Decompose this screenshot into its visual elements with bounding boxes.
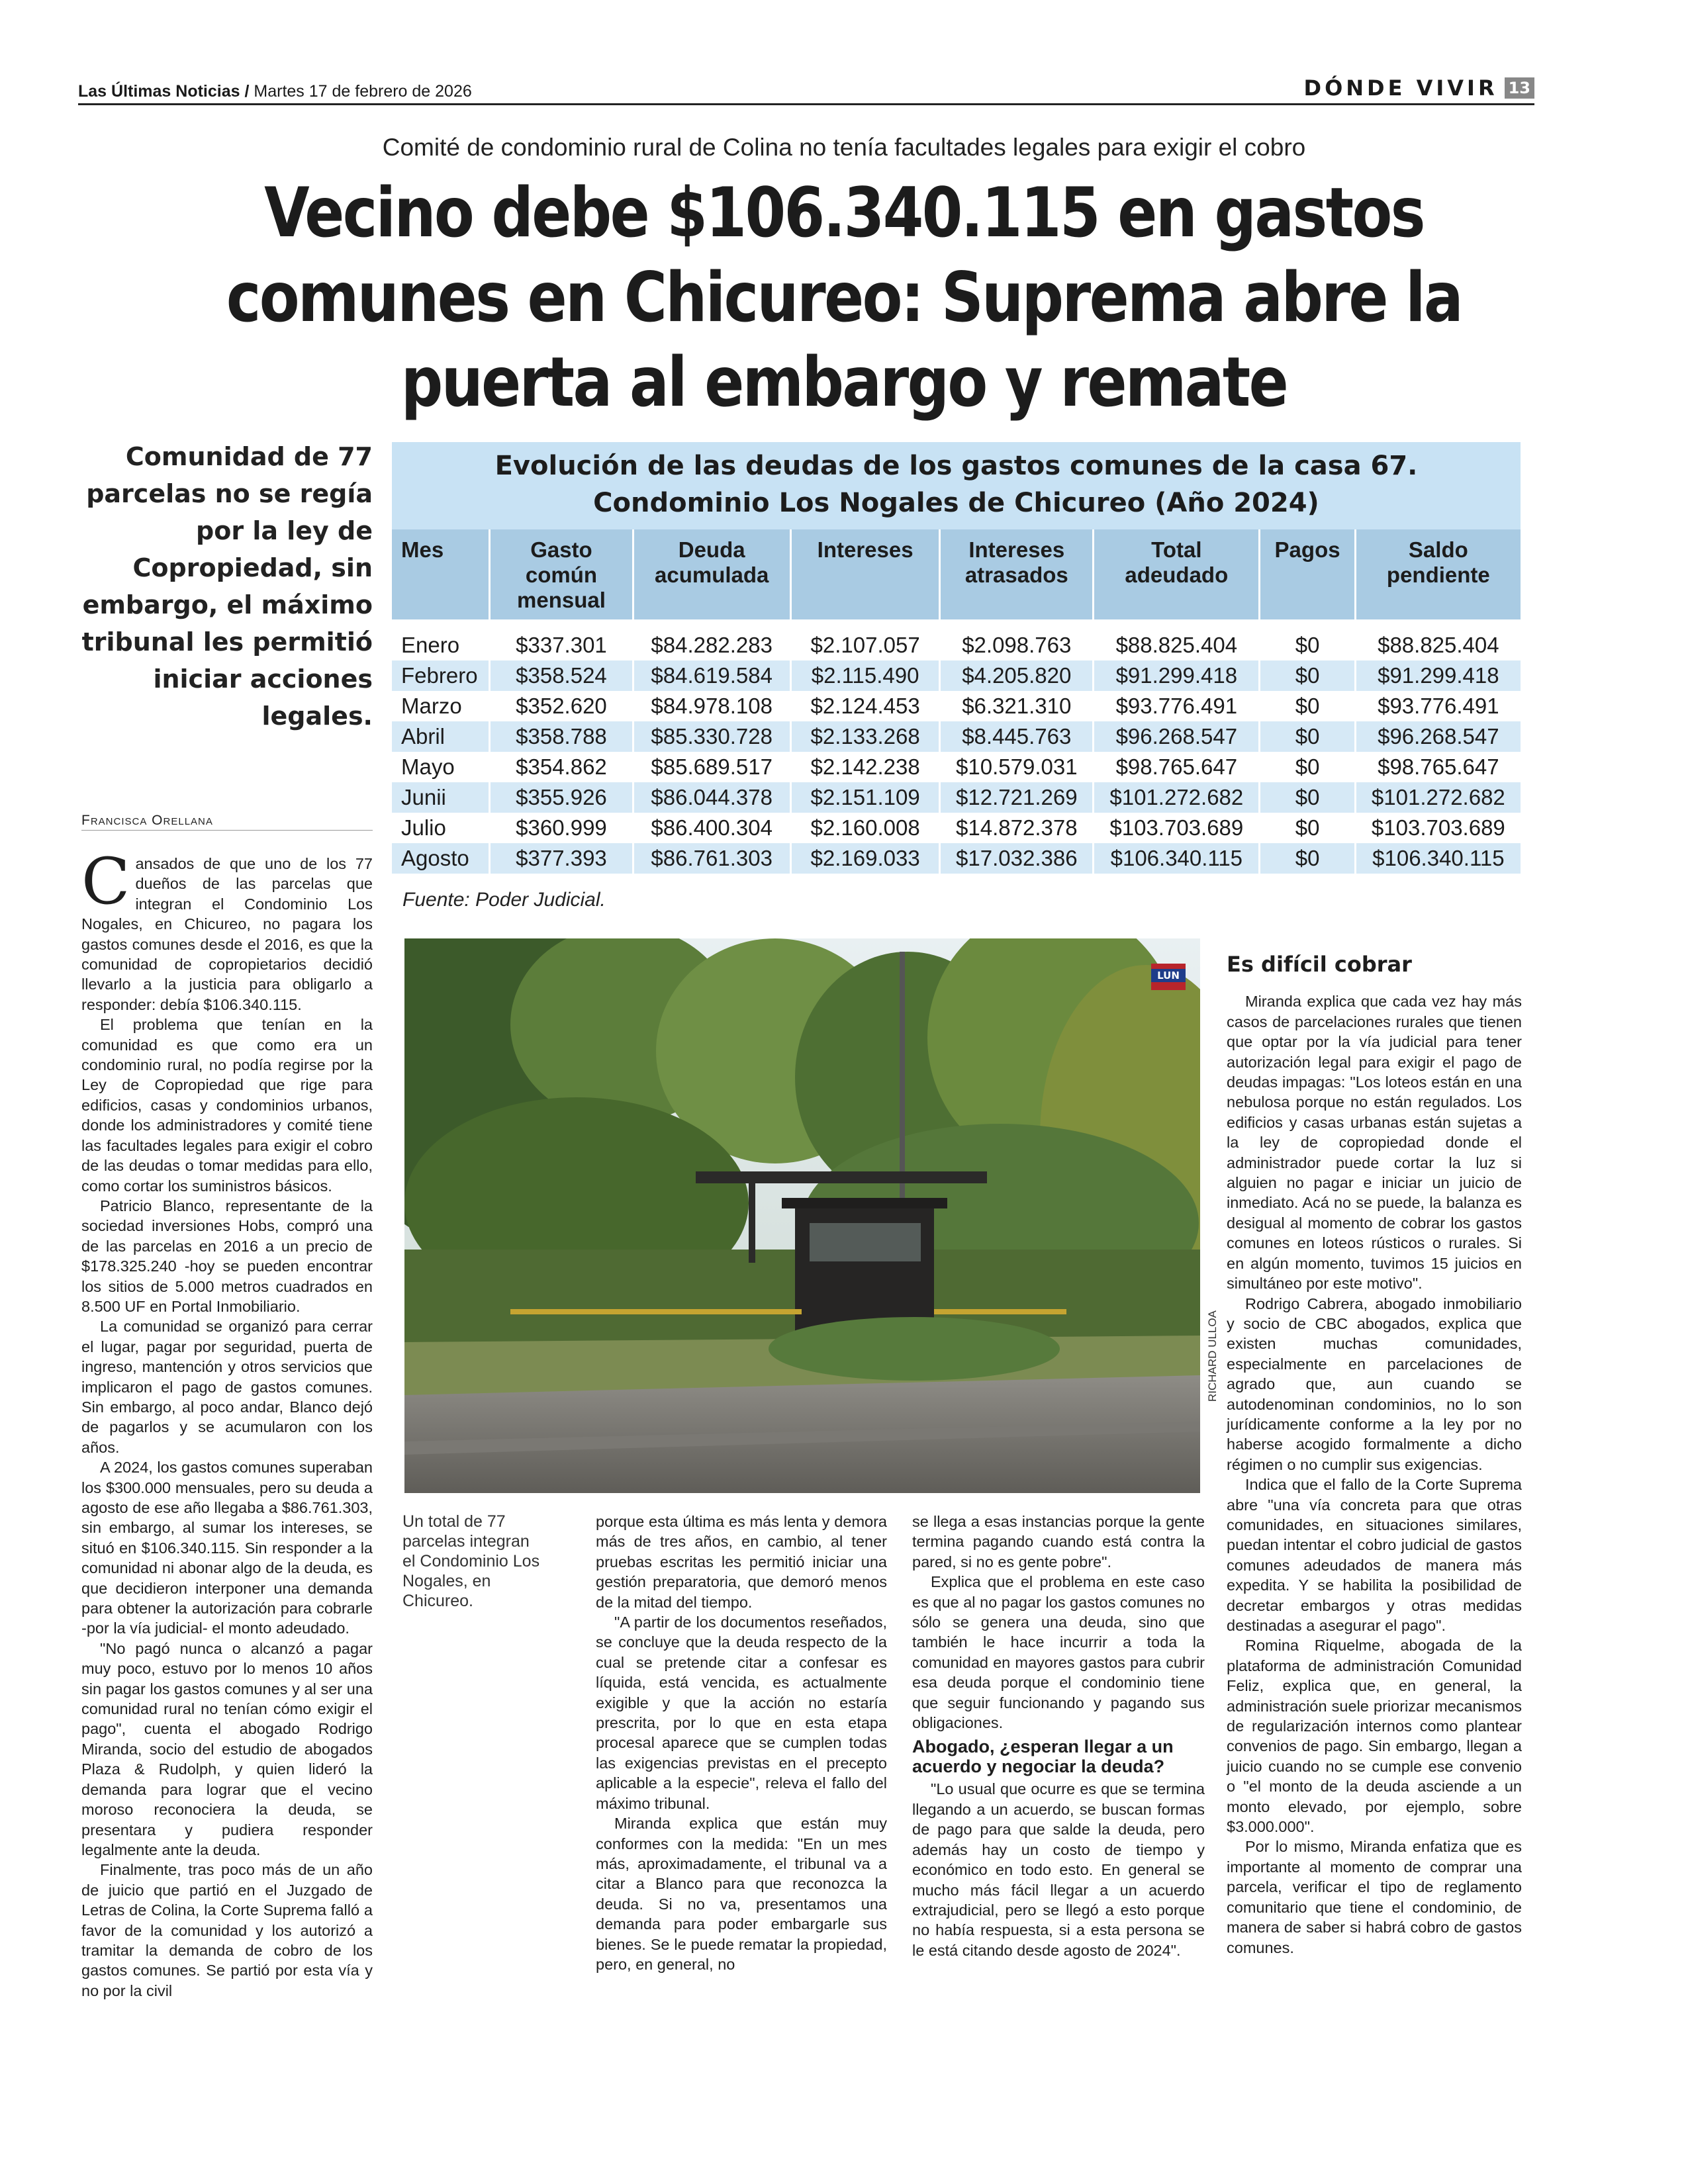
subhead: Es difícil cobrar — [1227, 952, 1412, 977]
value-cell: $103.703.689 — [1094, 813, 1260, 843]
value-cell: $2.115.490 — [790, 660, 940, 691]
table-row — [392, 813, 1521, 843]
month-cell: Abril — [392, 721, 490, 752]
paragraph: El problema que tenían en la comunidad es que como era un condominio rural, no podía regirse por la Ley de Copropiedad que rige para edificios, casas y condominios urbanos, donde los administradores y comité tiene las facultades legales para exigir el cobro de las deudas o tomar medidas para ello, como cortar los suministros básicos. — [81, 1016, 373, 1195]
month-cell: Febrero — [392, 660, 490, 691]
value-cell: $2.133.268 — [790, 721, 940, 752]
table-header-cell: Deuda acumulada — [633, 529, 790, 619]
value-cell: $96.268.547 — [1355, 721, 1521, 752]
value-cell: $2.142.238 — [790, 752, 940, 782]
newspaper-name: Las Últimas Noticias / — [78, 82, 250, 101]
value-cell: $103.703.689 — [1355, 813, 1521, 843]
table-row — [392, 843, 1521, 874]
paragraph: Rodrigo Cabrera, abogado inmobiliario y socio de CBC abogados, explica que existen muchas comunidades, especialmente en parcelaciones de agrado que, aun cuando se autodenominan condominios, no lo son jurídicamente conforme a la ley por no haberse acogido formalmente a dicho régimen o no cumplir sus exigencias. — [1227, 1295, 1522, 1473]
table-row — [392, 691, 1521, 721]
value-cell: $358.788 — [490, 721, 633, 752]
paragraph: Miranda explica que están muy conformes con la medida: "En un mes más, aproximadamente, el tribunal va a citar a Blanco para que reconozca la deuda. Si no va, presentamos una demanda para poder embargarle sus bienes. Se le puede rematar la propiedad, pero, en general, no — [596, 1815, 887, 1973]
value-cell: $2.160.008 — [790, 813, 940, 843]
page-number: 13 — [1505, 77, 1534, 99]
value-cell: $2.107.057 — [790, 630, 940, 660]
value-cell: $6.321.310 — [940, 691, 1094, 721]
value-cell: $8.445.763 — [940, 721, 1094, 752]
table-title-line2: Condominio Los Nogales de Chicureo (Año 2024) — [593, 488, 1319, 518]
month-cell: Agosto — [392, 843, 490, 874]
paragraph: Explica que el problema en este caso es que al no pagar los gastos comunes no sólo se genera una deuda, sino que también le hace incurrir a toda la comunidad en mayores gastos para cubrir esa deuda porque el condominio tiene que seguir funcionando y pagando sus obligaciones. — [912, 1573, 1205, 1732]
paragraph: Romina Riquelme, abogada de la plataforma de administración Comunidad Feliz, explica que, en general, la administración suele priorizar mecanismos de regularización internos como plantear convenios de pago. Sin embargo, llegan a juicio cuando no se cumple ese convenio o "el monto de la deuda asciende a un monto elevado, por ejemplo, sobre $3.000.000". — [1227, 1637, 1522, 1836]
paragraph: "Lo usual que ocurre es que se termina llegando a un acuerdo, se buscan formas de pago para que salde la deuda, pero además hay un costo de tiempo y económico en todo esto. En general se mucho más fácil llegar a un acuerdo extrajudicial, pero se llegó a esto porque no había respuesta, si a esta persona se le está citando desde agosto de 2024". — [912, 1780, 1205, 1959]
value-cell: $84.282.283 — [633, 630, 790, 660]
interview-question: Abogado, ¿esperan llegar a un acuerdo y negociar la deuda? — [912, 1737, 1174, 1777]
folio — [78, 82, 472, 101]
table-row — [392, 782, 1521, 813]
value-cell: $14.872.378 — [940, 813, 1094, 843]
kicker: Comité de condominio rural de Colina no tenía facultades legales para exigir el cobro — [382, 134, 1306, 161]
value-cell: $360.999 — [490, 813, 633, 843]
paragraph: Miranda explica que cada vez hay más casos de parcelaciones rurales que tienen que optar por la vía judicial para tener autorización legal para exigir el pago de deudas impagas: "Los loteos están en una nebulosa porque no están regulados. Los edificios y casas urbanas están sujetas a la ley de copropiedad donde el administrador puede cortar la luz si alguien no pagar e iniciar un juicio de inmediato. Acá no se puede, la balanza es desigual al momento de cobrar los gastos comunes en loteos rústicos o rurales. Si en algún momento, tuvimos 15 juicios en simultáneo por este motivo". — [1227, 993, 1522, 1293]
paragraph: porque esta última es más lenta y demora más de tres años, en cambio, al tener pruebas escritas les permitió iniciar una gestión preparatoria, que demoró menos de la mitad del tiempo. — [596, 1513, 887, 1611]
value-cell: $84.619.584 — [633, 660, 790, 691]
debt-table — [392, 442, 1521, 874]
value-cell: $4.205.820 — [940, 660, 1094, 691]
month-cell: Mayo — [392, 752, 490, 782]
value-cell: $354.862 — [490, 752, 633, 782]
value-cell: $17.032.386 — [940, 843, 1094, 874]
article-column-3 — [912, 1512, 1205, 1960]
value-cell: $88.825.404 — [1355, 630, 1521, 660]
value-cell: $91.299.418 — [1355, 660, 1521, 691]
value-cell: $86.044.378 — [633, 782, 790, 813]
value-cell: $337.301 — [490, 630, 633, 660]
paragraph: Patricio Blanco, representante de la sociedad inversiones Hobs, compró una de las parcelas en 2016 a un precio de $178.325.240 -hoy se pueden encontrar los sitios de 5.000 metros cuadrados en 8.500 UF en Portal Inmobiliario. — [81, 1197, 373, 1315]
value-cell: $0 — [1260, 843, 1355, 874]
value-cell: $96.268.547 — [1094, 721, 1260, 752]
article-column-4 — [1227, 954, 1522, 1958]
value-cell: $101.272.682 — [1094, 782, 1260, 813]
table-row — [392, 752, 1521, 782]
paragraph: se llega a esas instancias porque la gente termina pagando cuando está contra la pared, si no es gente pobre". — [912, 1513, 1205, 1570]
value-cell: $98.765.647 — [1094, 752, 1260, 782]
paragraph: A 2024, los gastos comunes superaban los $300.000 mensuales, pero su deuda a agosto de ese año llegaba a $86.761.303, sin embargo, al sumar los intereses, se situó en $106.340.115. Sin responder a la comunidad ni abonar algo de la deuda, es que decidieron interponer una demanda para obtener la autorización para cobrarle -por la vía judicial- el monto adeudado. — [81, 1459, 373, 1637]
value-cell: $2.169.033 — [790, 843, 940, 874]
table-header-cell: Saldo pendiente — [1355, 529, 1521, 619]
table-title — [392, 442, 1521, 529]
paragraph: "A partir de los documentos reseñados, se concluye que la deuda respecto de la cual se pretende citar a confesar es líquida, está vencida, es actualmente exigible y que la acción no estaría prescrita, por lo que en esta etapa procesal aparece que se cumplen todas las exigencias previstas en el precepto aplicable a la especie", releva el fallo del máximo tribunal. — [596, 1614, 887, 1812]
value-cell: $352.620 — [490, 691, 633, 721]
value-cell: $101.272.682 — [1355, 782, 1521, 813]
table-body — [392, 630, 1521, 874]
section-name: DÓNDE VIVIR — [1303, 75, 1498, 101]
photo-logo: LUN — [1157, 970, 1180, 981]
table-header-cell: Intereses atrasados — [940, 529, 1094, 619]
value-cell: $93.776.491 — [1094, 691, 1260, 721]
paragraph: Por lo mismo, Miranda enfatiza que es importante al momento de comprar una parcela, verificar el tipo de reglamento comunitario que tiene el condominio, de manera de saber si habrá cobro de gastos comunes. — [1227, 1838, 1522, 1956]
value-cell: $0 — [1260, 782, 1355, 813]
table-header-cell: Total adeudado — [1094, 529, 1260, 619]
table-header-cell: Gasto común mensual — [490, 529, 633, 619]
table-title-line1: Evolución de las deudas de los gastos comunes de la casa 67. — [494, 451, 1418, 481]
value-cell: $85.330.728 — [633, 721, 790, 752]
table-row — [392, 721, 1521, 752]
value-cell: $0 — [1260, 752, 1355, 782]
value-cell: $12.721.269 — [940, 782, 1094, 813]
deck: Comunidad de 77 parcelas no se regía por la ley de Copropiedad, sin embargo, el máximo tribunal les permitió iniciar acciones legales. — [81, 442, 373, 731]
month-cell: Junii — [392, 782, 490, 813]
value-cell: $2.098.763 — [940, 630, 1094, 660]
issue-date: Martes 17 de febrero de 2026 — [254, 82, 472, 101]
value-cell: $358.524 — [490, 660, 633, 691]
paragraph: "No pagó nunca o alcanzó a pagar muy poco, estuvo por lo menos 10 años sin pagar los gastos comunes y al ser una comunidad rural no tenían cómo exigir el pago", cuenta el abogado Rodrigo Miranda, socio del estudio de abogados Plaza & Rudolph, y quien lideró la demanda para lograr que el vecino moroso reconociera la deuda, se presentara y pudiera responder legalmente ante la deuda. — [81, 1639, 373, 1858]
month-cell: Marzo — [392, 691, 490, 721]
value-cell: $355.926 — [490, 782, 633, 813]
gate-photo — [404, 938, 1200, 1493]
header-rule — [78, 103, 1534, 105]
byline-rule — [81, 830, 373, 831]
paragraph: Cansados de que uno de los 77 dueños de las parcelas que integran el Condominio Los Nogales, en Chicureo, no pagara los gastos comunes desde el 2016, es que la comunidad de copropietarios decidió llevarlo a la justicia para obligarlo a responder: debía $106.340.115. — [81, 844, 373, 1013]
table-header-cell: Mes — [392, 529, 490, 619]
value-cell: $86.400.304 — [633, 813, 790, 843]
table-row — [392, 660, 1521, 691]
photo-illustration — [404, 938, 1200, 1493]
value-cell: $0 — [1260, 660, 1355, 691]
value-cell: $106.340.115 — [1094, 843, 1260, 874]
paragraph: Indica que el fallo de la Corte Suprema abre "una vía concreta para que otras comunidades, en situaciones similares, puedan intentar el cobro judicial de gastos comunes adeudados de manera más expedita. Y se habilita la posibilidad de decretar embargos y otras medidas destinadas a asegurar el pago". — [1227, 1476, 1522, 1634]
value-cell: $93.776.491 — [1355, 691, 1521, 721]
value-cell: $91.299.418 — [1094, 660, 1260, 691]
paragraph: Finalmente, tras poco más de un año de juicio que partió en el Juzgado de Letras de Colina, la Corte Suprema falló a favor de la comunidad y los autorizó a tramitar la demanda de cobro de los gastos comunes. Se partió por esta vía y no por la civil — [81, 1861, 373, 1999]
article-column-2 — [596, 1512, 887, 1974]
value-cell: $0 — [1260, 630, 1355, 660]
debt-table-grid — [392, 529, 1521, 874]
dropcap: C — [81, 844, 130, 919]
value-cell: $98.765.647 — [1355, 752, 1521, 782]
table-row — [392, 630, 1521, 660]
value-cell: $86.761.303 — [633, 843, 790, 874]
value-cell: $0 — [1260, 721, 1355, 752]
value-cell: $84.978.108 — [633, 691, 790, 721]
month-cell: Julio — [392, 813, 490, 843]
article-column-1 — [81, 844, 373, 2001]
value-cell: $377.393 — [490, 843, 633, 874]
value-cell: $2.124.453 — [790, 691, 940, 721]
value-cell: $88.825.404 — [1094, 630, 1260, 660]
value-cell: $10.579.031 — [940, 752, 1094, 782]
headline: Vecino debe $106.340.115 en gastos comunes en Chicureo: Suprema abre la puerta al embargo y remate — [226, 173, 1462, 422]
section-header — [1304, 75, 1535, 101]
month-cell: Enero — [392, 630, 490, 660]
value-cell: $85.689.517 — [633, 752, 790, 782]
table-header-cell: Intereses — [790, 529, 940, 619]
table-header-cell: Pagos — [1260, 529, 1355, 619]
table-header-row — [392, 529, 1521, 619]
value-cell: $2.151.109 — [790, 782, 940, 813]
table-source: Fuente: Poder Judicial. — [402, 889, 606, 911]
paragraph: La comunidad se organizó para cerrar el lugar, pagar por seguridad, puerta de ingreso, mantención y otros servicios que implicaron el pago de gastos comunes. Sin embargo, al poco andar, Blanco dejó de pagarlos y se acumularon con los años. — [81, 1318, 373, 1456]
photo-credit: RICHARD ULLOA — [1206, 1310, 1219, 1402]
photo-caption: Un total de 77 parcelas integran el Condominio Los Nogales, en Chicureo. — [402, 1512, 540, 1610]
value-cell: $106.340.115 — [1355, 843, 1521, 874]
byline: Francisca Orellana — [81, 813, 213, 828]
value-cell: $0 — [1260, 691, 1355, 721]
value-cell: $0 — [1260, 813, 1355, 843]
